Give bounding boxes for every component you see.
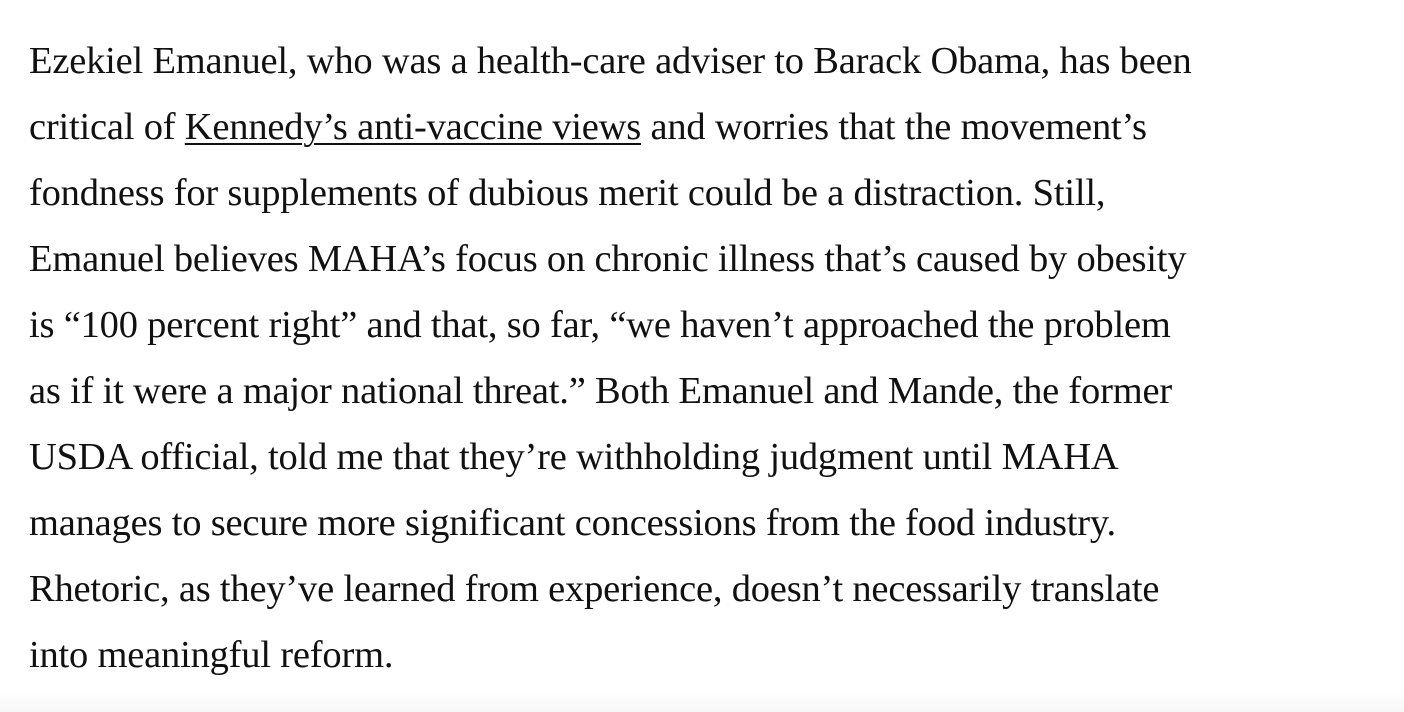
line-2-text-before-link: critical of: [29, 106, 185, 148]
paragraph-line-6: as if it were a major national threat.” Both Emanuel and Mande, the former: [29, 370, 1172, 412]
paragraph-line-1: Ezekiel Emanuel, who was a health-care adviser to Barack Obama, has been: [29, 40, 1192, 82]
paragraph-line-10: into meaningful reform.: [29, 634, 394, 676]
paragraph-line-3: fondness for supplements of dubious merit could be a distraction. Still,: [29, 172, 1106, 214]
paragraph-line-2: [29, 94, 1369, 160]
kennedy-anti-vaccine-views-link[interactable]: Kennedy’s anti-vaccine views: [184, 106, 642, 148]
paragraph-line-9: Rhetoric, as they’ve learned from experience, doesn’t necessarily translate: [29, 568, 1160, 610]
article-paragraph: [29, 28, 1369, 688]
paragraph-line-5: is “100 percent right” and that, so far, “we haven’t approached the problem: [29, 304, 1171, 346]
line-2-text-after-link: and worries that the movement’s: [641, 106, 1147, 148]
paragraph-line-7: USDA official, told me that they’re withholding judgment until MAHA: [29, 436, 1119, 478]
paragraph-line-4: Emanuel believes MAHA’s focus on chronic illness that’s caused by obesity: [29, 238, 1187, 280]
paragraph-line-8: manages to secure more significant concessions from the food industry.: [29, 502, 1116, 544]
